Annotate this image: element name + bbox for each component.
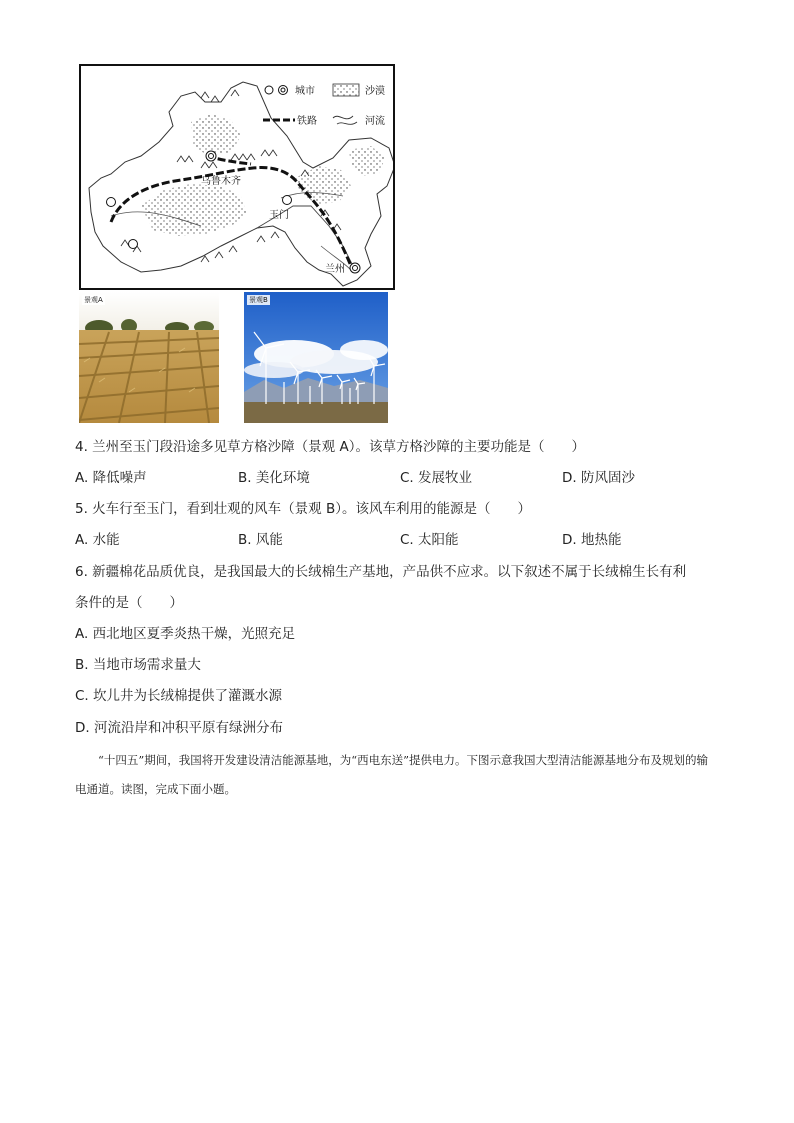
legend-river-icon: [333, 116, 357, 124]
legend-city-label: 城市: [295, 86, 315, 97]
map-legend: [263, 84, 385, 127]
q5-option-d: D. 地热能: [562, 532, 622, 548]
legend-railway-label: 铁路: [297, 116, 317, 127]
desert-taklamakan: [141, 184, 247, 236]
city-lanzhou: [350, 263, 360, 273]
label-yumen: 玉门: [269, 210, 289, 221]
city-yumen: [283, 196, 292, 205]
photo-landscape-a: [79, 292, 219, 423]
photo-a-label: 景观A: [84, 296, 103, 304]
q6-option-a: A. 西北地区夏季炎热干燥，光照充足: [75, 626, 296, 642]
q4-option-c: C. 发展牧业: [400, 470, 473, 486]
map-drawing: [81, 66, 395, 290]
passage-paragraph: “十四五”期间，我国将开发建设清洁能源基地，为“西电东送”提供电力。下图示意我国大型清洁能源基地分布及规划的输电通道。读图，完成下面小题。: [75, 753, 709, 796]
legend-desert-icon: [333, 84, 359, 96]
city-urumqi: [206, 151, 216, 161]
q4-option-b: B. 美化环境: [238, 470, 310, 486]
city-west-1: [107, 198, 116, 207]
wind-turbines-image: [244, 292, 388, 423]
xinjiang-gansu-map: [79, 64, 395, 290]
desert-dzungaria: [191, 114, 241, 156]
question-4: 4. 兰州至玉门段沿途多见草方格沙障（景观 A）。该草方格沙障的主要功能是（ ）: [75, 439, 585, 455]
question-5: 5. 火车行至玉门，看到壮观的风车（景观 B）。该风车利用的能源是（ ）: [75, 501, 531, 517]
q5-option-c: C. 太阳能: [400, 532, 459, 548]
q5-option-b: B. 风能: [238, 532, 283, 548]
q6-option-b: B. 当地市场需求量大: [75, 657, 201, 673]
photo-b-label: 景观B: [249, 296, 268, 304]
question-6-line-2: 条件的是（ ）: [75, 595, 183, 611]
q6-option-d: D. 河流沿岸和冲积平原有绿洲分布: [75, 720, 283, 736]
q5-option-a: A. 水能: [75, 532, 120, 548]
label-lanzhou: 兰州: [325, 264, 345, 275]
q4-option-d: D. 防风固沙: [562, 470, 635, 486]
photo-landscape-b: [244, 292, 388, 423]
legend-river-label: 河流: [365, 116, 385, 127]
legend-desert-label: 沙漠: [365, 86, 385, 97]
legend-city-icon: [265, 86, 273, 94]
city-west-2: [129, 240, 138, 249]
q4-option-a: A. 降低噪声: [75, 470, 147, 486]
straw-checkerboard-image: [79, 292, 219, 423]
q6-option-c: C. 坎儿井为长绒棉提供了灌溉水源: [75, 688, 283, 704]
label-urumqi: 乌鲁木齐: [201, 176, 241, 187]
desert-north-east: [349, 146, 385, 176]
question-6-line-1: 6. 新疆棉花品质优良，是我国最大的长绒棉生产基地，产品供不应求。以下叙述不属于长绒棉生长有利: [75, 564, 687, 580]
